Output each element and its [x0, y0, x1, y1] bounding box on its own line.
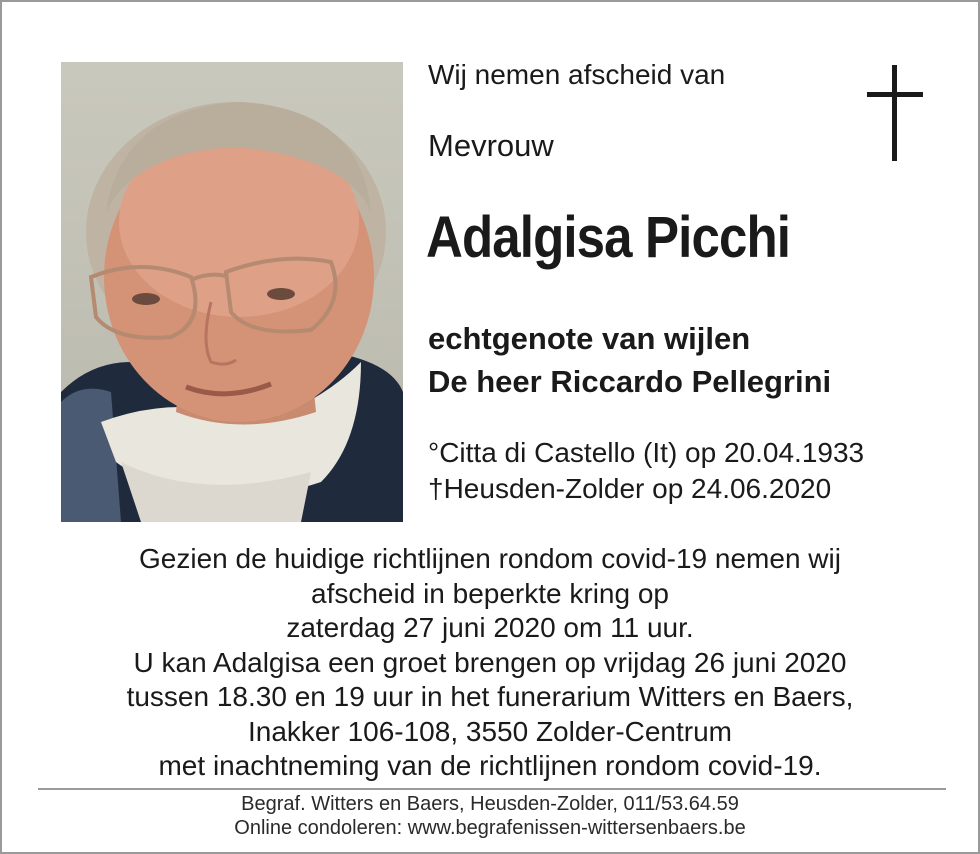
message-line: met inachtneming van de richtlijnen rondom covid-19.	[158, 750, 822, 781]
footer-divider	[38, 788, 946, 790]
birth-date: °Citta di Castello (It) op 20.04.1933	[428, 437, 865, 468]
message-line: tussen 18.30 en 19 uur in het funerarium Witters en Baers,	[126, 681, 854, 712]
online-condolence-link: Online condoleren: www.begrafenissen-wittersenbaers.be	[234, 817, 746, 839]
deceased-name: Adalgisa Picchi	[426, 205, 791, 270]
intro-text: Wij nemen afscheid van	[428, 59, 726, 90]
message-line: afscheid in beperkte kring op	[311, 577, 669, 609]
funeral-home-contact: Begraf. Witters en Baers, Heusden-Zolder, 011/53.64.59	[241, 793, 739, 815]
spouse-relation: echtgenote van wijlen	[428, 321, 751, 356]
death-date: †Heusden-Zolder op 24.06.2020	[428, 473, 832, 504]
portrait-illustration	[61, 62, 403, 522]
salutation: Mevrouw	[428, 128, 554, 163]
ceremony-message	[32, 542, 948, 784]
portrait-photo	[61, 62, 403, 522]
spouse-block	[428, 317, 831, 403]
message-line: Inakker 106-108, 3550 Zolder-Centrum	[247, 715, 733, 747]
message-line: Gezien de huidige richtlijnen rondom covid-19 nemen wij	[139, 543, 841, 574]
footer	[32, 792, 948, 840]
message-line: zaterdag 27 juni 2020 om 11 uur.	[286, 612, 694, 643]
spouse-name: De heer Riccardo Pellegrini	[428, 364, 832, 399]
life-dates	[428, 435, 864, 507]
message-line: U kan Adalgisa een groet brengen op vrijdag 26 juni 2020	[133, 646, 847, 678]
latin-cross-icon	[867, 65, 923, 161]
